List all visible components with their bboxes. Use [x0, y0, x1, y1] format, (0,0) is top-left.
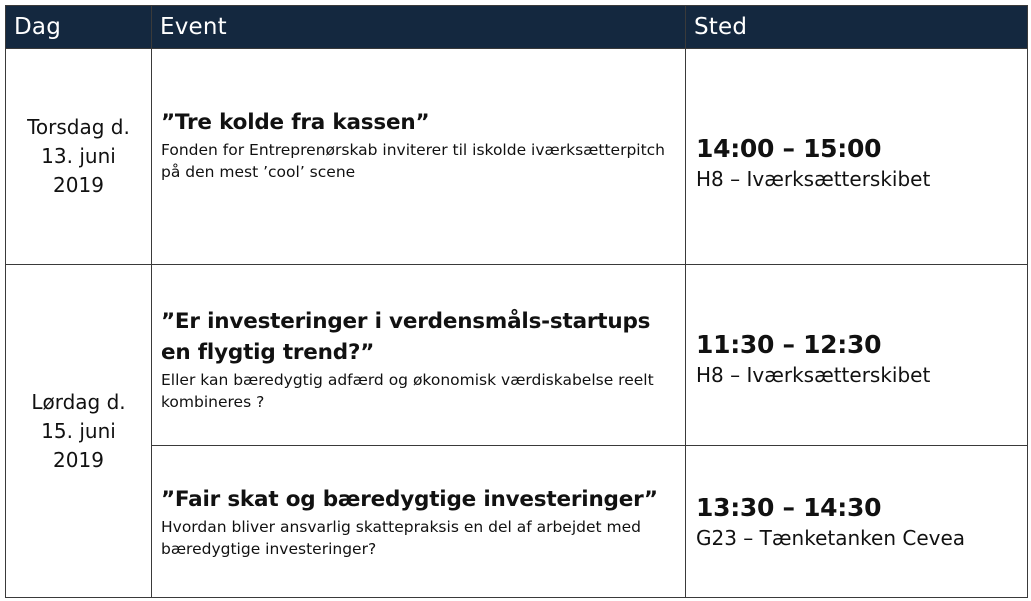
event-description: Eller kan bæredygtig adfærd og økonomisk værdiskabelse reelt kombineres ? [161, 370, 654, 411]
event-time: 14:00 – 15:00 [696, 133, 882, 163]
day-weekday: Torsdag d. [27, 115, 130, 139]
header-sted: Sted [686, 6, 1028, 49]
event-place: G23 – Tænketanken Cevea [696, 525, 966, 550]
header-event: Event [152, 6, 686, 49]
event-time: 13:30 – 14:30 [696, 492, 882, 522]
event-title: ”Tre kolde fra kassen” [161, 109, 430, 135]
event-time: 11:30 – 12:30 [696, 330, 882, 359]
day-year: 2019 [53, 447, 104, 472]
table-row [6, 446, 1028, 598]
event-cell [152, 446, 686, 598]
location-cell [686, 446, 1028, 598]
day-date: 13. juni [41, 144, 116, 168]
day-year: 2019 [53, 173, 104, 197]
table-row [6, 49, 1028, 265]
location-cell [686, 49, 1028, 265]
event-description: Fonden for Entreprenørskab inviterer til iskolde iværksætterpitch på den mest ’cool’ scene [161, 140, 666, 181]
header-row [6, 6, 1028, 49]
location-cell [686, 265, 1028, 446]
table-row [6, 265, 1028, 446]
event-description: Hvordan bliver ansvarlig skattepraksis en del af arbejdet med bæredygtige investeringer? [161, 517, 642, 558]
day-cell [6, 265, 152, 598]
event-cell [152, 49, 686, 265]
day-cell [6, 49, 152, 265]
event-place: H8 – Iværksætterskibet [696, 363, 931, 387]
event-title: ”Er investeringer i verdensmåls-startups en flygtig trend?” [161, 308, 651, 365]
day-date: 15. juni [41, 418, 116, 443]
event-schedule-table [5, 5, 1028, 598]
header-dag: Dag [6, 6, 152, 49]
event-title: ”Fair skat og bæredygtige investeringer” [161, 486, 658, 512]
event-cell [152, 265, 686, 446]
day-weekday: Lørdag d. [31, 389, 126, 414]
event-place: H8 – Iværksætterskibet [696, 166, 931, 191]
